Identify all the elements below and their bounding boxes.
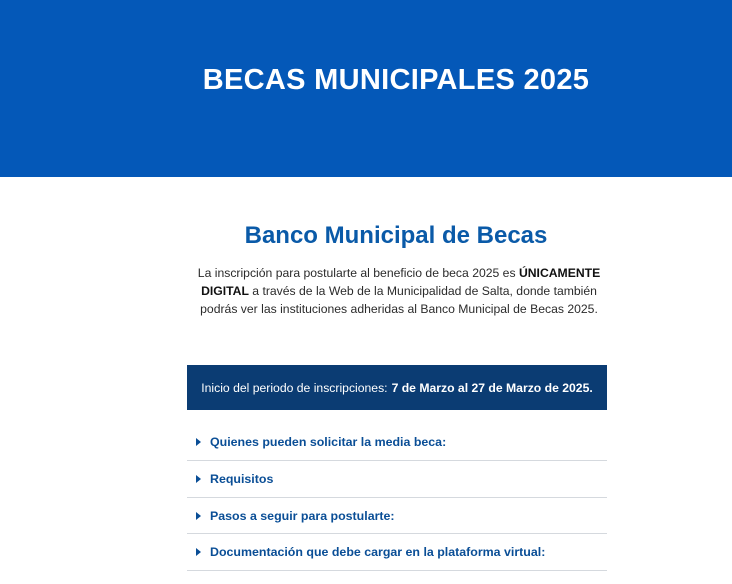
accordion-item-documentacion[interactable] [187,534,607,571]
notice-dates: 7 de Marzo al 27 de Marzo de 2025. [391,380,593,395]
accordion-item-quienes-pueden[interactable] [187,424,607,461]
intro-paragraph [186,264,612,318]
registration-period-notice [187,365,607,410]
chevron-right-icon [196,512,201,520]
accordion-item-pasos[interactable] [187,498,607,534]
chevron-right-icon [196,475,201,483]
intro-text-end: a través de la Web de la Municipalidad de Salta, donde también podrás ver las instituciones adheridas al Banco Municipal de Becas 2025. [200,284,598,316]
accordion-item-label: Pasos a seguir para postularte: [210,508,395,523]
intro-text-start: La inscripción para postularte al beneficio de beca 2025 es [197,266,519,280]
section-title: Banco Municipal de Becas [244,222,548,249]
hero-banner [0,0,732,177]
page-title: BECAS MUNICIPALES 2025 [202,64,590,96]
notice-label: Inicio del periodo de inscripciones: [201,380,388,395]
accordion-item-requisitos[interactable] [187,461,607,498]
chevron-right-icon [196,548,201,556]
intro-text-emphasis: ÚNICAMENTE DIGITAL [201,266,601,298]
accordion-item-label: Quienes pueden solicitar la media beca: [210,435,447,449]
accordion-item-label: Requisitos [210,472,274,486]
accordion-item-label: Documentación que debe cargar en la plataforma virtual: [210,545,546,559]
chevron-right-icon [196,438,201,446]
